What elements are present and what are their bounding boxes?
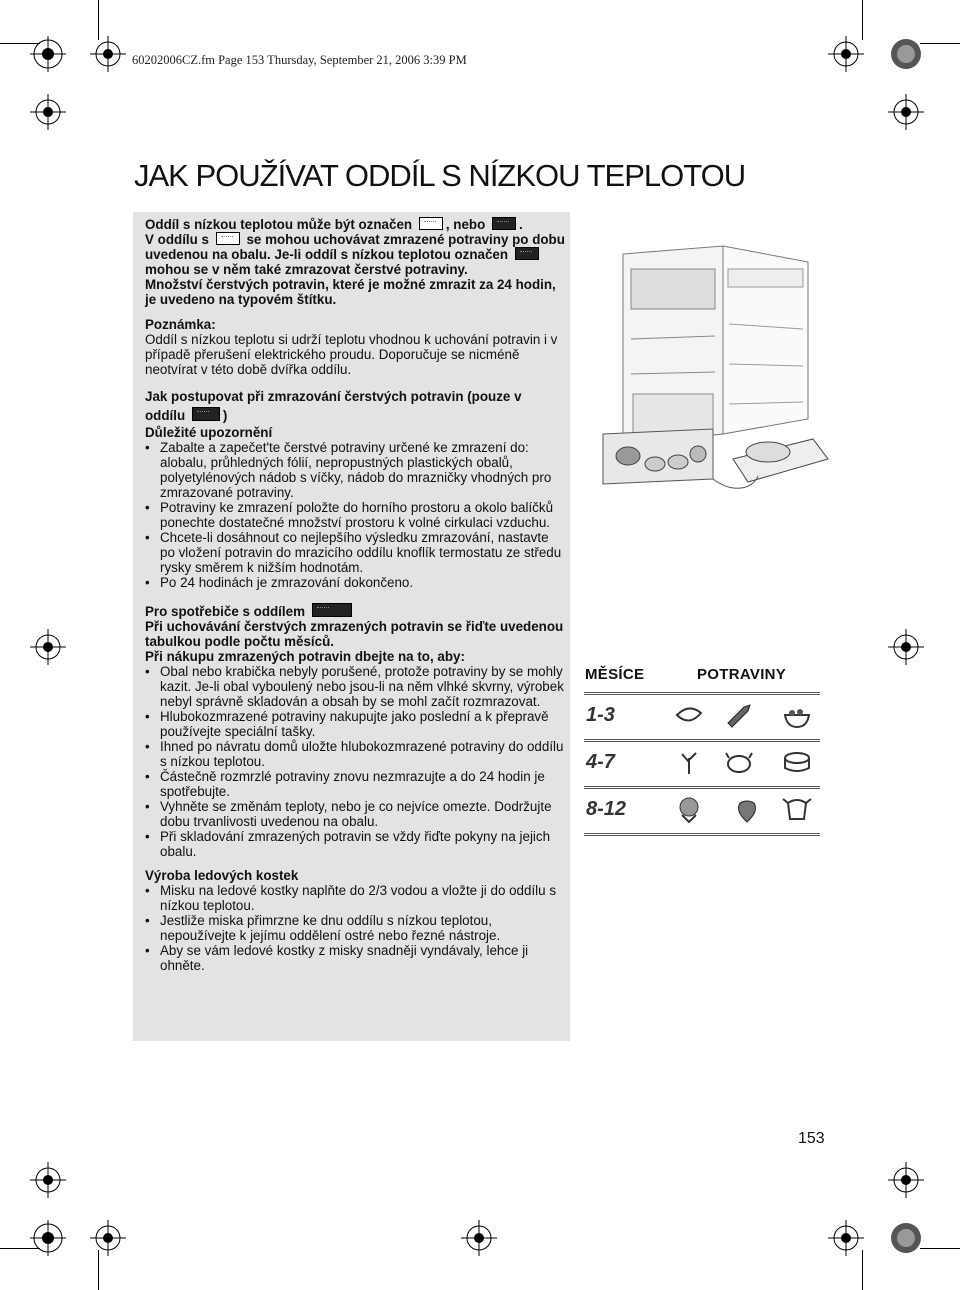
- appliance-heading: [145, 603, 565, 619]
- freezer-compartment-icon: [192, 407, 220, 421]
- registration-mark-icon: [886, 1160, 926, 1200]
- page-title: JAK POUŽÍVAT ODDÍL S NÍZKOU TEPLOTOU: [134, 158, 746, 193]
- herbs-icon: [674, 748, 704, 776]
- table-row: [584, 692, 820, 739]
- months-cell: 4-7: [586, 751, 615, 773]
- cauliflower-icon: [674, 795, 704, 823]
- important-notice-heading: Důležité upozornění: [145, 425, 273, 440]
- registration-mark-icon: [88, 34, 128, 74]
- table-row: [584, 786, 820, 836]
- list-item: • Vyhněte se změnám teploty, nebo je co nejvíce omezte. Dodržujte dobu trvanlivosti uvedenou na obalu.: [145, 799, 565, 829]
- intro-paragraph: [145, 217, 565, 307]
- intro-text: mohou se v něm také zmrazovat čerstvé potraviny.: [145, 262, 468, 277]
- table-header-months: MĚSÍCE: [585, 666, 645, 683]
- registration-mark-icon: [886, 34, 926, 74]
- appliance-heading-text: Pro spotřebiče s oddílem: [145, 604, 305, 619]
- crop-mark: [920, 43, 960, 44]
- list-item: • Hlubokozmrazené potraviny nakupujte jako poslední a k přepravě používejte speciální tašky.: [145, 709, 565, 739]
- intro-text: Oddíl s nízkou teplotou může být označen: [145, 217, 413, 232]
- note-text: Oddíl s nízkou teplotu si udrží teplotu vhodnou k uchování potravin i v případě přerušení elektrického proudu. Doporučuje se nicméně neotvírat v této době dvířka oddílu.: [145, 332, 558, 377]
- table-row: [584, 739, 820, 786]
- registration-mark-icon: [28, 627, 68, 667]
- registration-mark-icon: [826, 34, 866, 74]
- freezer-compartment-icon: [492, 217, 516, 230]
- strawberry-icon: [732, 795, 762, 823]
- chicken-icon: [724, 748, 754, 776]
- months-cell: 8-12: [586, 798, 627, 820]
- purchase-list: [145, 664, 565, 859]
- list-item: • Částečně rozmrzlé potraviny znovu nezmrazujte a do 24 hodin je spotřebujte.: [145, 769, 565, 799]
- list-item: • Potraviny ke zmrazení položte do horního prostoru a okolo balíčků ponechte dostatečné množství prostoru k volné cirkulaci vzduchu.: [145, 500, 565, 530]
- list-item: • Aby se vám ledové kostky z misky snadněji vyndávaly, lehce ji ohněte.: [145, 943, 565, 973]
- low-temp-compartment-icon: [419, 217, 443, 230]
- intro-text: se mohou uchovávat zmrazené potraviny po dobu uvedenou na obalu. Je-li oddíl s nízkou teplotou označen: [145, 232, 565, 262]
- registration-mark-icon: [28, 1218, 68, 1258]
- freezing-list: [145, 440, 565, 590]
- freezing-heading: [145, 387, 565, 425]
- registration-mark-icon: [459, 1218, 499, 1258]
- intro-text: Množství čerstvých potravin, které je možné zmrazit za 24 hodin, je uvedeno na typovém štítku.: [145, 277, 556, 307]
- low-temp-compartment-icon: [216, 232, 240, 245]
- freezing-heading-text: ): [222, 408, 228, 423]
- ice-list: [145, 883, 565, 973]
- packaging-materials-text: alobalu, průhledných fólií, nepropustných plastických obalů, polyetylénových nádob s víčky, nádob do mrazničky vhodných pro zmrazované potraviny.: [160, 455, 552, 500]
- main-text-column: [145, 217, 565, 973]
- freezing-heading-text: Jak postupovat při zmrazování čerstvých potravin (pouze v oddílu: [145, 389, 522, 423]
- list-item: • Při skladování zmrazených potravin se vždy řiďte pokyny na jejich obalu.: [145, 829, 565, 859]
- months-cell: 1-3: [586, 704, 615, 726]
- page-header: 60202006CZ.fm Page 153 Thursday, September 21, 2006 3:39 PM: [132, 53, 467, 67]
- storage-table: [584, 692, 820, 836]
- list-item: • Jestliže miska přimrzne ke dnu oddílu s nízkou teplotou, nepoužívejte k jejímu oddělení ostré nebo řezné nástroje.: [145, 913, 565, 943]
- freezer-compartment-icon: [515, 247, 539, 260]
- list-item: • Misku na ledové kostky naplňte do 2/3 vodou a vložte ji do oddílu s nízkou teplotou.: [145, 883, 565, 913]
- crop-mark: [920, 1248, 960, 1249]
- cake-icon: [782, 748, 812, 776]
- purchase-heading: Při nákupu zmrazených potravin dbejte na to, aby:: [145, 649, 465, 664]
- appliance-instruction: Při uchovávání čerstvých zmrazených potravin se řiďte uvedenou tabulkou podle počtu měsíců.: [145, 619, 564, 649]
- fish-fillet-icon: [674, 701, 704, 729]
- cow-icon: [782, 795, 812, 823]
- registration-mark-icon: [826, 1218, 866, 1258]
- registration-mark-icon: [88, 1218, 128, 1258]
- registration-mark-icon: [886, 1218, 926, 1258]
- page-number: 153: [798, 1130, 825, 1147]
- registration-mark-icon: [28, 1160, 68, 1200]
- list-item-text: Zabalte a zapečet'te čerstvé potraviny určené ke zmrazení do:: [160, 440, 529, 455]
- fridge-illustration: [583, 244, 833, 504]
- intro-text: V oddílu s: [145, 232, 209, 247]
- registration-mark-icon: [28, 34, 68, 74]
- list-item: [145, 440, 565, 500]
- list-item: • Po 24 hodinách je zmrazování dokončeno.: [145, 575, 565, 590]
- intro-text: , nebo: [445, 217, 486, 232]
- note-heading: Poznámka:: [145, 317, 216, 332]
- registration-mark-icon: [886, 92, 926, 132]
- list-item: • Obal nebo krabička nebyly porušené, protože potraviny by se mohly kazit. Je-li obal vyboulený nebo jsou-li na něm vlhké skvrny, výrobek nebyl správně skladován a obsah by se mohl začít rozmrazovat.: [145, 664, 565, 709]
- vegetables-bowl-icon: [782, 701, 812, 729]
- ice-cubes-heading: Výroba ledových kostek: [145, 868, 299, 883]
- fish-icon: [724, 701, 754, 729]
- intro-text: .: [519, 217, 523, 232]
- freezer-compartment-icon: [312, 603, 352, 617]
- registration-mark-icon: [886, 627, 926, 667]
- table-header-food: POTRAVINY: [697, 666, 787, 683]
- list-item: • Ihned po návratu domů uložte hlubokozmrazené potraviny do oddílu s nízkou teplotou.: [145, 739, 565, 769]
- list-item: • Chcete-li dosáhnout co nejlepšího výsledku zmrazování, nastavte po vložení potravin do mrazicího oddílu knoflík termostatu ze středu rysky směrem k nižším hodnotám.: [145, 530, 565, 575]
- registration-mark-icon: [28, 92, 68, 132]
